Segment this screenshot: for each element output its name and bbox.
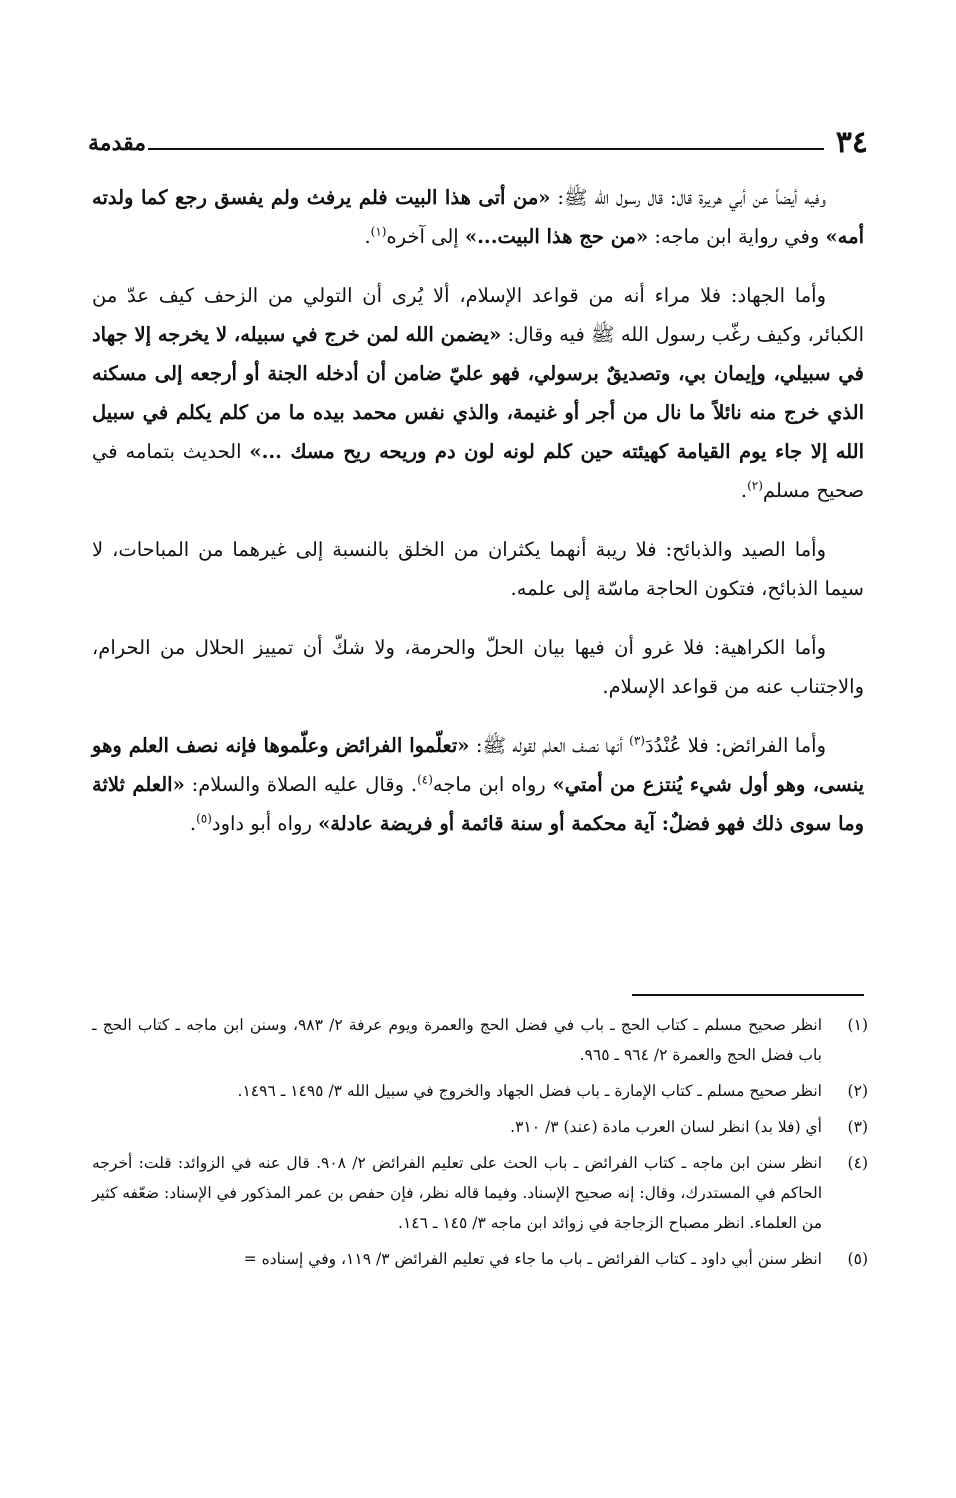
hadith-quote: «يضمن الله لمن خرج في سبيله، لا يخرجه إلا جهاد في سبيلي، وإيمان بي، وتصديقٌ برسولي، فهو عليّ ضامن أن أدخله الجنة أو أرجعه إلى مسكنه الذي خرج منه نائلاً ما نال من أجر أو غنيمة، والذي نفس محمد بيده ما من كلم يكلم في سبيل الله إلا جاء يوم القيامة كهيئته حين كلم لونه لون دم وريحه ريح مسك ...» bbox=[92, 323, 864, 463]
footnote bbox=[92, 1148, 868, 1238]
page-header bbox=[88, 126, 868, 160]
footnote-text: انظر صحيح مسلم ـ كتاب الحج ـ باب في فضل الحج والعمرة ويوم عرفة ٢/ ٩٨٣، وسنن ابن ماجه ـ كتاب الحج ـ باب فضل الحج والعمرة ٢/ ٩٦٤ ـ ٩٦٥. bbox=[92, 1016, 822, 1064]
footnote-number: (١) bbox=[847, 1016, 868, 1034]
footnote-ref: (٣) bbox=[629, 733, 645, 748]
text-segment: . bbox=[364, 225, 371, 248]
footnote-text: انظر صحيح مسلم ـ كتاب الإمارة ـ باب فضل الجهاد والخروج في سبيل الله ٣/ ١٤٩٥ ـ ١٤٩٦. bbox=[237, 1082, 822, 1100]
footnote-text: انظر سنن أبي داود ـ كتاب الفرائض ـ باب ما جاء في تعليم الفرائض ٣/ ١١٩، وفي إسناده = bbox=[243, 1250, 822, 1268]
hadith-quote: «من حج هذا البيت...» bbox=[464, 225, 649, 248]
footnote-number: (٣) bbox=[847, 1118, 868, 1136]
footnote-ref: (٥) bbox=[196, 811, 212, 826]
paragraph bbox=[92, 726, 864, 843]
footnote bbox=[92, 1244, 868, 1274]
hadith-quote: «العلم ثلاثة وما سوى ذلك فهو فضلٌ: آية محكمة أو سنة قائمة أو فريضة عادلة» bbox=[92, 773, 864, 835]
text-segment: . bbox=[189, 812, 197, 835]
hadith-quote: «من أتى هذا البيت فلم يرفث ولم يفسق رجع كما ولدته أمه» bbox=[92, 186, 864, 248]
text-segment: وفيه أيضاً عن أبي هريرة قال: قال رسول الله ﷺ: bbox=[550, 186, 826, 209]
footnote-ref: (٢) bbox=[747, 478, 763, 493]
paragraph bbox=[92, 276, 864, 510]
footnote-number: (٤) bbox=[847, 1154, 868, 1172]
text-segment: وأما الفرائض: فلا عُنْدُدَ bbox=[644, 734, 827, 757]
page-number: ٣٤ bbox=[835, 125, 868, 160]
body-text bbox=[92, 178, 864, 863]
text-segment: . وقال عليه الصلاة والسلام: bbox=[184, 773, 418, 796]
running-title: مقدمة bbox=[88, 130, 147, 156]
text-segment: وأما الكراهية: فلا غرو أن فيها بيان الحلّ والحرمة، ولا شكّ أن تمييز الحلال من الحرام، والاجتناب عنه من قواعد الإسلام. bbox=[92, 636, 864, 698]
header-rule bbox=[148, 148, 824, 150]
footnote bbox=[92, 1076, 868, 1106]
text-segment: الحديث بتمامه في صحيح مسلم bbox=[92, 440, 864, 502]
footnote-text: أي (فلا بد) انظر لسان العرب مادة (عند) ٣/ ٣١٠. bbox=[510, 1118, 822, 1136]
text-segment: إلى آخره bbox=[386, 225, 465, 248]
footnote-number: (٢) bbox=[847, 1082, 868, 1100]
footnote-ref: (٤) bbox=[417, 772, 433, 787]
text-segment: . bbox=[740, 479, 748, 502]
footnote-number: (٥) bbox=[847, 1250, 868, 1268]
text-segment: رواه أبو داود bbox=[211, 812, 319, 835]
text-segment: وأما الجهاد: فلا مراء أنه من قواعد الإسلام، ألا يُرى أن التولي من الزحف كيف عدّ من الكبائر، وكيف رغّب رسول الله ﷺ فيه وقال: bbox=[92, 284, 864, 346]
paragraph bbox=[92, 628, 864, 706]
footnote bbox=[92, 1010, 868, 1070]
text-segment: وأما الصيد والذبائح: فلا ريبة أنهما يكثران من الخلق بالنسبة إلى غيرهما من المباحات، لا سيما الذبائح، فتكون الحاجة ماسّة إلى علمه. bbox=[92, 538, 864, 600]
paragraph bbox=[92, 530, 864, 608]
footnote-text: انظر سنن ابن ماجه ـ كتاب الفرائض ـ باب الحث على تعليم الفرائض ٢/ ٩٠٨. قال عنه في الزوائد: قلت: أخرجه الحاكم في المستدرك، وقال: إنه صحيح الإسناد. وفيما قاله نظر، فإن حفص بن عمر المذكور في الإسناد: ضعّفه كثير من العلماء. انظر مصباح الزجاجة في زوائد ابن ماجه ٣/ ١٤٥ ـ ١٤٦. bbox=[92, 1154, 823, 1232]
footnote-separator bbox=[632, 994, 864, 996]
footnotes bbox=[92, 1010, 868, 1280]
footnote-ref: (١) bbox=[370, 224, 387, 239]
text-segment: أنها نصف العلم لقوله ﷺ: bbox=[469, 734, 630, 757]
text-segment: رواه ابن ماجه bbox=[432, 773, 553, 796]
paragraph bbox=[92, 178, 864, 256]
footnote bbox=[92, 1112, 868, 1142]
hadith-quote: «تعلّموا الفرائض وعلّموها فإنه نصف العلم وهو ينسى، وهو أول شيء يُنتزع من أمتي» bbox=[92, 734, 865, 796]
text-segment: وفي رواية ابن ماجه: bbox=[648, 225, 826, 248]
